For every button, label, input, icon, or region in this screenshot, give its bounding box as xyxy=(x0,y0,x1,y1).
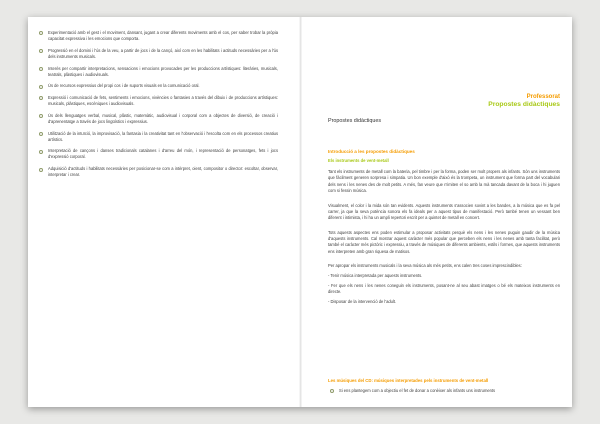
book-spread xyxy=(28,17,572,407)
paragraph: Tots aquests aspectes ens poden estimular a proposar activitats perquè els nens i les nenes puguin gaudir de la música d'aquests instruments. Cal mostrar aquest caràcter més popular que perceben els nens i les nenes amb tanta facilitat, però també el caràcter més pictòric i expressiu, a través de músiques de diferents ambients, estils i formes, que aquests instruments ens interpreten amb gran riquesa de matisos. xyxy=(328,229,560,254)
bullet-icon xyxy=(39,85,43,89)
dash-item: - Disposar de la intervenció de l'adult. xyxy=(328,298,397,304)
dash-item: - Tenir música interpretada per aquests instruments. xyxy=(328,272,423,278)
list-item xyxy=(37,48,278,60)
bullet-icon xyxy=(39,114,43,118)
left-page xyxy=(28,17,300,407)
list-item xyxy=(37,66,278,78)
list-item-text: Interès per compartir interpretacions, sensacions i emocions provocades per les produccions artístiques: literàries, musicals, teatrals, plàstiques i audiovisuals. xyxy=(48,65,278,77)
list-item xyxy=(328,388,560,394)
bullet-icon xyxy=(39,168,43,172)
list-item xyxy=(37,30,278,42)
cd-heading: Les músiques del CD: músiques interpretades pels instruments de vent-metall xyxy=(328,378,489,384)
list-item-text: Ús dels llenguatges verbal, musical, plàstic, matemàtic, audiovisual i corporal com a objectes de diversió, de creació i d'aprenentatge a través de jocs lingüístics i expressius. xyxy=(48,112,278,124)
header-audience: Professorat xyxy=(526,94,560,100)
right-page xyxy=(300,17,572,407)
list-item xyxy=(37,148,278,160)
list-item-text: Ús de recursos expressius del propi cos i de suports visuals en la comunicació oral. xyxy=(48,83,200,89)
bullet-icon xyxy=(39,132,43,136)
cd-section xyxy=(328,378,560,394)
subheading: Els instruments de vent-metall xyxy=(328,158,389,164)
bullet-icon xyxy=(39,67,43,71)
paragraph: Per apropar els instruments musicals i la seva música als més petits, ens calen tres coses imprescindibles: xyxy=(328,262,522,268)
bullet-icon xyxy=(39,49,43,53)
header-title: Propostes didàctiques xyxy=(488,101,560,109)
intro-heading: Introducció a les propostes didàctiques xyxy=(328,149,415,155)
list-item-text: Experimentació amb el gest i el moviment, dansant, jugant a crear diferents moviments amb el cos, per saber trobar la pròpia capacitat expressiva i les emocions que comporta. xyxy=(48,30,278,42)
list-item xyxy=(37,83,278,89)
bullet-icon xyxy=(39,96,43,100)
list-item-text: Si ens plantegem com a objectiu el fet de donar a conèixer als infants uns instruments xyxy=(339,387,496,393)
list-item-text: Progressió en el domini i l'ús de la veu, a partir de jocs i de la cançó, així com en les habilitats i actituds necessàries per a l'ús dels instruments musicals. xyxy=(48,47,278,59)
list-item-text: Utilització de la intuïció, la improvisació, la fantasia i la creativitat tant en l'observació i l'escolta com en els processos creatius artístics. xyxy=(48,130,278,142)
list-item-text: Adquisició d'actituds i habilitats necessàries per posicionar-se com a intèrpret, oient, compositor o director: escoltar, observar, interpretar i crear. xyxy=(48,166,278,178)
list-item-text: Interpretació de cançons i danses tradicionals catalanes i d'arreu del món, i representació de personatges, fets i jocs d'expressió corporal. xyxy=(48,148,278,160)
bullet-icon xyxy=(330,389,334,393)
paragraph: Tant els instruments de metall com la bateria, pel timbre i per la forma, poden ser molt propers als infants. Són uns instruments que fàcilment generen sorpresa i simpatia. Un bon exemple d'això és la trompeta, un instrument que forma part del vocabulari dels nens i les nenes des de molt petits. A més, fan veure que n'imiten el so amb la mà tancada davant de la boca i hi juguen com si fessin música. xyxy=(328,169,560,194)
list-item-text: Expressió i comunicació de fets, sentiments i emocions, vivències o fantasies a través del dibuix i de produccions artístiques: musicals, plàstiques, escèniques i audiovisuals. xyxy=(48,94,278,107)
dash-item: - Fer que els nens i les nenes coneguin els instruments, posant-ne al seu abast imatges o bé els mateixos instruments en directe. xyxy=(328,282,560,294)
list-item xyxy=(37,166,278,178)
list-item xyxy=(37,113,278,125)
paragraph: Visualment, el color i la mida són tan evidents. Aquests instruments s'associen sovint a les bandes, a la música que es fa pel carrer, ja que la seva potència sonora els fa ideals per a aquest tipus de manifestació. Però també tenen un vessant ben diferent i intimista, i hi ha un ampli repertori escrit per a quintet de metall en concert. xyxy=(328,202,560,221)
bullet-icon xyxy=(39,31,43,35)
section-label: Propostes didàctiques xyxy=(328,118,382,125)
page-header xyxy=(328,93,560,109)
list-item xyxy=(37,95,278,107)
list-item xyxy=(37,131,278,143)
bullet-icon xyxy=(39,150,43,154)
